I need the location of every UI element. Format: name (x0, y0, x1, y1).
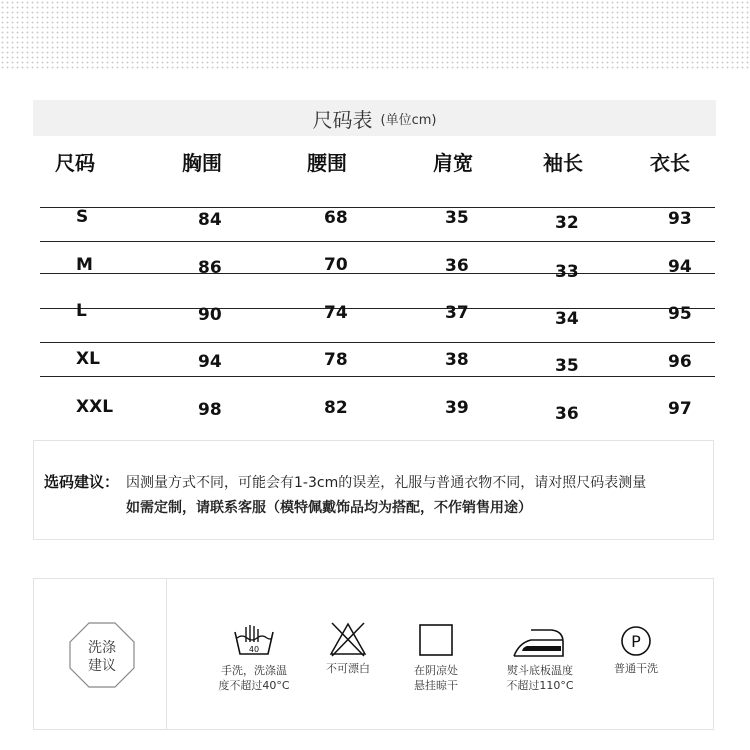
cell-chest: 84 (198, 210, 222, 230)
cell-size: XL (76, 349, 100, 369)
dry-shade-label-line2: 悬挂晾干 (414, 679, 458, 692)
cell-size: M (76, 255, 93, 275)
cell-waist: 70 (324, 255, 348, 275)
hand-wash-label-line2: 度不超过40°C (218, 679, 290, 692)
cell-shoulder: 39 (445, 398, 469, 418)
cell-waist: 82 (324, 398, 348, 418)
size-chart-unit: (单位cm) (380, 112, 437, 128)
cell-sleeve: 36 (555, 404, 579, 424)
header-chest: 胸围 (182, 151, 222, 175)
header-waist: 腰围 (307, 151, 347, 175)
wash-advice-badge (68, 621, 136, 689)
cell-chest: 98 (198, 400, 222, 420)
cell-shoulder: 35 (445, 208, 469, 228)
hand-wash-temp: 40 (248, 645, 260, 654)
cell-sleeve: 34 (555, 309, 579, 329)
dry-shade-label-line1: 在阴凉处 (414, 664, 458, 677)
row-divider (40, 308, 715, 309)
cell-sleeve: 33 (555, 262, 579, 282)
size-advice-box (33, 440, 714, 540)
iron-icon (511, 625, 567, 659)
wash-badge-line2: 建议 (88, 658, 116, 674)
iron-label-line1: 熨斗底板温度 (507, 664, 573, 677)
cell-length: 93 (668, 209, 692, 229)
cell-chest: 90 (198, 305, 222, 325)
row-divider (40, 273, 715, 274)
cell-size: S (76, 207, 89, 227)
size-chart-title-bar (33, 100, 716, 136)
cell-shoulder: 36 (445, 256, 469, 276)
no-bleach-label: 不可漂白 (326, 662, 370, 675)
cell-length: 94 (668, 257, 692, 277)
cell-shoulder: 37 (445, 303, 469, 323)
dry-in-shade-icon (418, 623, 454, 657)
dry-clean-icon (620, 625, 652, 657)
size-advice-text: 因测量方式不同，可能会有1-3cm的误差，礼服与普通衣物不同，请对照尺码表测量 (126, 475, 647, 491)
header-shoulder: 肩宽 (433, 151, 473, 175)
cell-chest: 86 (198, 258, 222, 278)
row-divider (40, 207, 715, 208)
header-size: 尺码 (55, 151, 95, 175)
cell-length: 96 (668, 352, 692, 372)
cell-length: 97 (668, 399, 692, 419)
cell-length: 95 (668, 304, 692, 324)
wash-badge-line1: 洗涤 (88, 640, 116, 656)
dry-clean-label: 普通干洗 (614, 662, 658, 675)
cell-chest: 94 (198, 352, 222, 372)
header-sleeve: 袖长 (543, 151, 583, 175)
row-divider (40, 342, 715, 343)
custom-order-text: 如需定制，请联系客服（模特佩戴饰品均为搭配，不作销售用途） (126, 500, 532, 516)
row-divider (40, 241, 715, 242)
wash-divider (166, 579, 167, 729)
iron-label-line2: 不超过110°C (506, 679, 574, 692)
size-advice-lead: 选码建议： (44, 473, 120, 491)
cell-waist: 68 (324, 208, 348, 228)
cell-shoulder: 38 (445, 350, 469, 370)
size-chart-title: 尺码表 (312, 107, 373, 132)
dotted-texture-band (0, 0, 750, 70)
row-divider (40, 376, 715, 377)
cell-waist: 78 (324, 350, 348, 370)
no-bleach-icon (328, 621, 368, 657)
cell-size: L (76, 301, 87, 321)
cell-sleeve: 35 (555, 356, 579, 376)
cell-sleeve: 32 (555, 213, 579, 233)
dry-clean-symbol: P (631, 632, 641, 651)
wash-instructions-box (33, 578, 714, 730)
cell-waist: 74 (324, 303, 348, 323)
cell-size: XXL (76, 397, 114, 417)
hand-wash-label-line1: 手洗，洗涤温 (221, 664, 287, 677)
header-length: 衣长 (650, 151, 690, 175)
hand-wash-icon (232, 623, 276, 657)
